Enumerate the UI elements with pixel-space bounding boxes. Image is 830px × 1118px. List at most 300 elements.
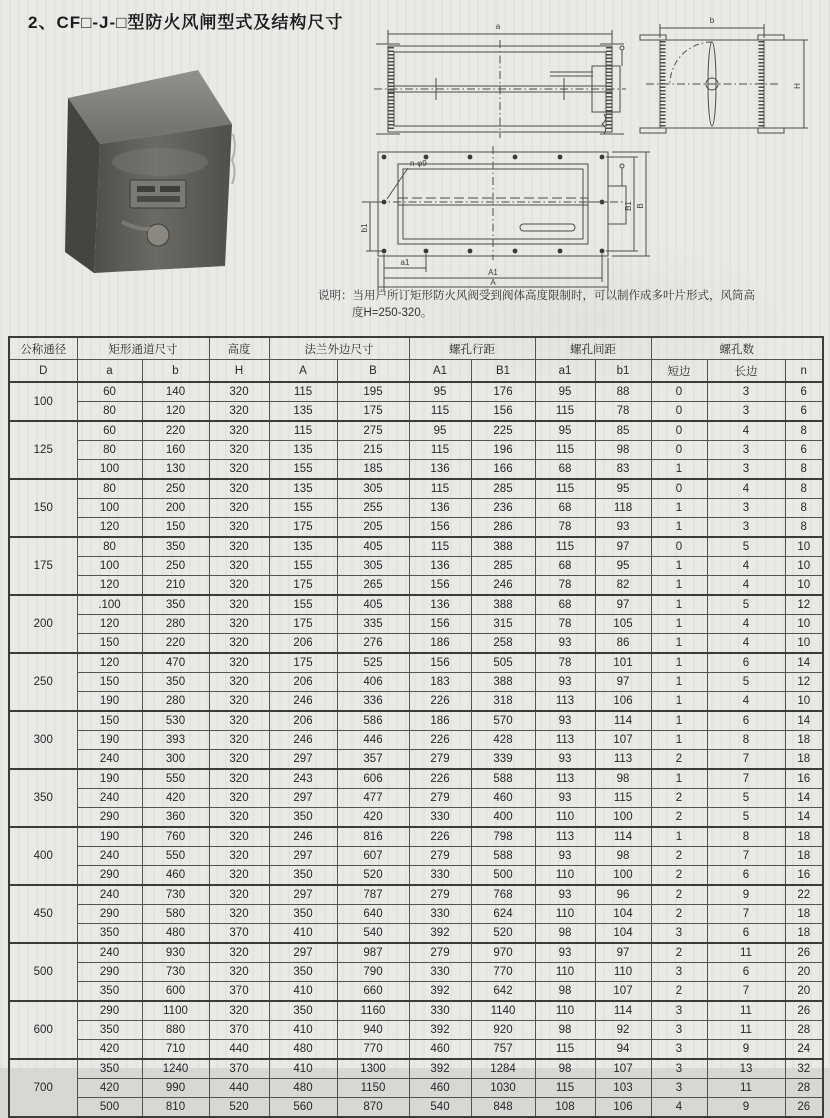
table-cell: 279 xyxy=(409,943,471,963)
fusible-link xyxy=(602,114,606,134)
table-cell: 297 xyxy=(269,943,337,963)
table-cell: 210 xyxy=(142,576,209,596)
table-cell: 8 xyxy=(785,460,823,480)
table-cell: 320 xyxy=(209,537,269,557)
table-cell: 320 xyxy=(209,769,269,789)
table-cell: 156 xyxy=(471,402,535,422)
photo-plate-text-block xyxy=(137,196,180,202)
table-row xyxy=(9,1098,823,1118)
table-cell: 6 xyxy=(707,963,785,982)
table-cell: 0 xyxy=(651,441,707,460)
table-cell: 190 xyxy=(77,731,142,750)
table-cell: 206 xyxy=(269,711,337,731)
table-cell: 115 xyxy=(535,1040,595,1060)
table-cell: 4 xyxy=(707,692,785,712)
table-cell: 240 xyxy=(77,750,142,770)
table-cell: 606 xyxy=(337,769,409,789)
table-cell: 5 xyxy=(707,595,785,615)
table-cell: 115 xyxy=(595,789,651,808)
table-cell: 570 xyxy=(471,711,535,731)
dim-label-B1: B1 xyxy=(624,201,633,211)
table-cell: 286 xyxy=(471,518,535,538)
table-cell: 320 xyxy=(209,479,269,499)
table-cell: 6 xyxy=(785,402,823,422)
table-cell: 440 xyxy=(209,1040,269,1060)
table-cell: 600 xyxy=(142,982,209,1002)
table-cell: 78 xyxy=(535,518,595,538)
table-cell: 240 xyxy=(77,885,142,905)
table-cell: 20 xyxy=(785,963,823,982)
table-cell: 250 xyxy=(142,557,209,576)
table-cell: 220 xyxy=(142,421,209,441)
table-cell: 110 xyxy=(535,808,595,828)
table-cell: 392 xyxy=(409,982,471,1002)
column-header: b xyxy=(142,360,209,383)
table-cell: 155 xyxy=(269,499,337,518)
table-cell: 477 xyxy=(337,789,409,808)
column-header: 长边 xyxy=(707,360,785,383)
dim-label-b1: b1 xyxy=(360,223,369,233)
dim-label-a1: a1 xyxy=(400,258,410,267)
table-cell: 550 xyxy=(142,769,209,789)
table-cell: 480 xyxy=(269,1040,337,1060)
table-cell: 970 xyxy=(471,943,535,963)
table-cell: 190 xyxy=(77,769,142,789)
table-cell: 0 xyxy=(651,479,707,499)
table-cell: 940 xyxy=(337,1021,409,1040)
table-cell: 14 xyxy=(785,808,823,828)
dim-label-H: H xyxy=(793,83,802,89)
table-cell: 350 xyxy=(269,1001,337,1021)
table-cell: 320 xyxy=(209,1001,269,1021)
table-cell: 68 xyxy=(535,460,595,480)
table-cell: 440 xyxy=(209,1079,269,1098)
table-cell: 88 xyxy=(595,382,651,402)
table-cell: 28 xyxy=(785,1021,823,1040)
product-photo xyxy=(52,52,238,280)
table-cell: 586 xyxy=(337,711,409,731)
table-cell: 420 xyxy=(337,808,409,828)
column-header: a xyxy=(77,360,142,383)
table-cell: 78 xyxy=(535,576,595,596)
table-row xyxy=(9,866,823,886)
column-group-header: 螺孔数 xyxy=(651,337,823,360)
column-header: b1 xyxy=(595,360,651,383)
table-cell: 26 xyxy=(785,943,823,963)
table-cell: 1284 xyxy=(471,1059,535,1079)
table-cell: 320 xyxy=(209,499,269,518)
table-cell: 4 xyxy=(707,479,785,499)
table-cell: 115 xyxy=(535,1079,595,1098)
table-cell: 220 xyxy=(142,634,209,654)
table-cell: 26 xyxy=(785,1001,823,1021)
table-cell: 80 xyxy=(77,537,142,557)
table-cell: 246 xyxy=(269,692,337,712)
table-cell: 275 xyxy=(337,421,409,441)
table-cell: 350 xyxy=(269,808,337,828)
table-cell: 1 xyxy=(651,731,707,750)
table-row xyxy=(9,1021,823,1040)
table-cell: 4 xyxy=(707,576,785,596)
table-cell: 370 xyxy=(209,924,269,944)
table-cell: 297 xyxy=(269,750,337,770)
table-cell: 420 xyxy=(142,789,209,808)
column-group-header: 螺孔行距 xyxy=(409,337,535,360)
table-cell: 176 xyxy=(471,382,535,402)
table-cell: 93 xyxy=(535,711,595,731)
table-cell: 115 xyxy=(269,421,337,441)
nominal-diameter-cell: 125 xyxy=(9,421,77,479)
table-cell: 20 xyxy=(785,982,823,1002)
table-row xyxy=(9,750,823,770)
table-cell: 6 xyxy=(707,866,785,886)
nominal-diameter-cell: 300 xyxy=(9,711,77,769)
table-cell: 14 xyxy=(785,653,823,673)
table-cell: 768 xyxy=(471,885,535,905)
table-cell: 135 xyxy=(269,537,337,557)
table-cell: 10 xyxy=(785,634,823,654)
page-title: 2、CF□-J-□型防火风闸型式及结构尺寸 xyxy=(28,13,344,32)
column-group-header: 法兰外边尺寸 xyxy=(269,337,409,360)
table-cell: 215 xyxy=(337,441,409,460)
table-cell: 113 xyxy=(535,731,595,750)
table-cell: 100 xyxy=(595,808,651,828)
nominal-diameter-cell: 500 xyxy=(9,943,77,1001)
note-text xyxy=(318,288,823,323)
table-cell: 12 xyxy=(785,673,823,692)
table-cell: 848 xyxy=(471,1098,535,1118)
table-cell: 392 xyxy=(409,1021,471,1040)
table-cell: 246 xyxy=(269,731,337,750)
table-row xyxy=(9,421,823,441)
table-cell: 420 xyxy=(77,1079,142,1098)
table-cell: 135 xyxy=(269,441,337,460)
table-cell: 26 xyxy=(785,1098,823,1118)
table-cell: 80 xyxy=(77,402,142,422)
table-cell: 115 xyxy=(409,441,471,460)
table-cell: 97 xyxy=(595,943,651,963)
table-row xyxy=(9,382,823,402)
product-photo-image xyxy=(52,52,238,280)
table-row xyxy=(9,595,823,615)
table-row xyxy=(9,1040,823,1060)
table-cell: 392 xyxy=(409,924,471,944)
table-cell: 1240 xyxy=(142,1059,209,1079)
table-cell: 60 xyxy=(77,421,142,441)
table-cell: 320 xyxy=(209,963,269,982)
table-cell: 156 xyxy=(409,653,471,673)
table-cell: 80 xyxy=(77,441,142,460)
table-cell: 1100 xyxy=(142,1001,209,1021)
table-cell: 97 xyxy=(595,537,651,557)
table-cell: 98 xyxy=(595,769,651,789)
table-cell: 350 xyxy=(269,905,337,924)
table-cell: 350 xyxy=(142,673,209,692)
table-cell: 520 xyxy=(209,1098,269,1118)
table-cell: 320 xyxy=(209,615,269,634)
table-cell: 320 xyxy=(209,731,269,750)
table-cell: 428 xyxy=(471,731,535,750)
table-cell: 320 xyxy=(209,382,269,402)
table-cell: 335 xyxy=(337,615,409,634)
table-cell: 410 xyxy=(269,924,337,944)
table-cell: 104 xyxy=(595,924,651,944)
table-cell: 107 xyxy=(595,1059,651,1079)
table-row xyxy=(9,982,823,1002)
table-cell: 320 xyxy=(209,827,269,847)
table-cell: 93 xyxy=(535,634,595,654)
table-row xyxy=(9,769,823,789)
table-cell: 990 xyxy=(142,1079,209,1098)
table-cell: 388 xyxy=(471,673,535,692)
table-cell: 7 xyxy=(707,769,785,789)
table-cell: 5 xyxy=(707,537,785,557)
table-cell: 280 xyxy=(142,692,209,712)
nominal-diameter-cell: 175 xyxy=(9,537,77,595)
table-cell: 480 xyxy=(142,924,209,944)
table-cell: 710 xyxy=(142,1040,209,1060)
table-cell: 320 xyxy=(209,576,269,596)
table-cell: 588 xyxy=(471,769,535,789)
table-cell: 640 xyxy=(337,905,409,924)
table-cell: 810 xyxy=(142,1098,209,1118)
column-header: 短边 xyxy=(651,360,707,383)
table-cell: 110 xyxy=(535,1001,595,1021)
table-cell: 8 xyxy=(707,731,785,750)
table-cell: 816 xyxy=(337,827,409,847)
table-cell: 320 xyxy=(209,557,269,576)
table-cell: 96 xyxy=(595,885,651,905)
table-cell: 400 xyxy=(471,808,535,828)
table-cell: 320 xyxy=(209,866,269,886)
column-group-header: 矩形通道尺寸 xyxy=(77,337,209,360)
side-view-drawing xyxy=(372,14,628,144)
column-header: a1 xyxy=(535,360,595,383)
table-cell: 8 xyxy=(785,479,823,499)
column-group-header: 高度 xyxy=(209,337,269,360)
table-row xyxy=(9,653,823,673)
table-cell: 78 xyxy=(535,615,595,634)
table-cell: 120 xyxy=(77,576,142,596)
table-cell: 106 xyxy=(595,692,651,712)
table-row xyxy=(9,479,823,499)
table-cell: 93 xyxy=(535,847,595,866)
table-row xyxy=(9,731,823,750)
table-cell: 0 xyxy=(651,421,707,441)
table-cell: 8 xyxy=(785,518,823,538)
table-cell: 297 xyxy=(269,885,337,905)
column-header: D xyxy=(9,360,77,383)
table-cell: 460 xyxy=(409,1079,471,1098)
table-cell: 97 xyxy=(595,595,651,615)
table-cell: 93 xyxy=(535,789,595,808)
table-cell: 186 xyxy=(409,711,471,731)
table-cell: 330 xyxy=(409,905,471,924)
table-cell: 113 xyxy=(535,827,595,847)
table-cell: 255 xyxy=(337,499,409,518)
front-view-drawing xyxy=(360,146,660,296)
table-cell: 460 xyxy=(471,789,535,808)
table-cell: 6 xyxy=(707,711,785,731)
table-cell: 95 xyxy=(409,382,471,402)
table-cell: 236 xyxy=(471,499,535,518)
table-cell: 9 xyxy=(707,885,785,905)
table-cell: 987 xyxy=(337,943,409,963)
table-cell: 9 xyxy=(707,1098,785,1118)
table-cell: 32 xyxy=(785,1059,823,1079)
column-header: B1 xyxy=(471,360,535,383)
table-cell: 320 xyxy=(209,692,269,712)
table-cell: 388 xyxy=(471,595,535,615)
table-cell: 14 xyxy=(785,711,823,731)
table-row xyxy=(9,943,823,963)
table-cell: 114 xyxy=(595,827,651,847)
table-cell: 95 xyxy=(535,421,595,441)
table-cell: 190 xyxy=(77,827,142,847)
table-cell: 8 xyxy=(785,499,823,518)
table-cell: 115 xyxy=(409,479,471,499)
table-cell: 24 xyxy=(785,1040,823,1060)
table-cell: 120 xyxy=(77,615,142,634)
table-cell: 2 xyxy=(651,905,707,924)
note-line2: 度H=250-320。 xyxy=(352,307,433,320)
table-cell: 240 xyxy=(77,789,142,808)
table-cell: 1 xyxy=(651,711,707,731)
table-cell: 113 xyxy=(535,692,595,712)
table-cell: 320 xyxy=(209,402,269,422)
table-cell: 1 xyxy=(651,634,707,654)
table-cell: 370 xyxy=(209,982,269,1002)
table-cell: 3 xyxy=(651,924,707,944)
table-cell: 870 xyxy=(337,1098,409,1118)
table-cell: 113 xyxy=(535,769,595,789)
table-cell: 320 xyxy=(209,518,269,538)
table-cell: 1 xyxy=(651,653,707,673)
table-cell: 98 xyxy=(595,441,651,460)
table-cell: 388 xyxy=(471,537,535,557)
table-cell: 10 xyxy=(785,692,823,712)
table-cell: 757 xyxy=(471,1040,535,1060)
table-cell: 135 xyxy=(269,479,337,499)
table-cell: 94 xyxy=(595,1040,651,1060)
nominal-diameter-cell: 200 xyxy=(9,595,77,653)
table-cell: 8 xyxy=(707,827,785,847)
table-cell: 200 xyxy=(142,499,209,518)
table-cell: 93 xyxy=(535,750,595,770)
table-row xyxy=(9,808,823,828)
table-cell: 300 xyxy=(142,750,209,770)
table-row xyxy=(9,441,823,460)
table-cell: 2 xyxy=(651,982,707,1002)
table-cell: 1 xyxy=(651,460,707,480)
table-cell: 880 xyxy=(142,1021,209,1040)
table-cell: 530 xyxy=(142,711,209,731)
table-cell: 92 xyxy=(595,1021,651,1040)
table-cell: 196 xyxy=(471,441,535,460)
table-cell: 279 xyxy=(409,885,471,905)
table-cell: 3 xyxy=(707,441,785,460)
table-cell: 206 xyxy=(269,673,337,692)
table-cell: 150 xyxy=(77,634,142,654)
table-cell: 156 xyxy=(409,615,471,634)
table-cell: 78 xyxy=(595,402,651,422)
table-row xyxy=(9,1079,823,1098)
table-cell: 1 xyxy=(651,499,707,518)
table-cell: 2 xyxy=(651,943,707,963)
table-cell: 4 xyxy=(707,634,785,654)
table-cell: 405 xyxy=(337,595,409,615)
table-cell: 320 xyxy=(209,847,269,866)
table-row xyxy=(9,460,823,480)
table-cell: 7 xyxy=(707,905,785,924)
table-cell: 28 xyxy=(785,1079,823,1098)
table-row xyxy=(9,885,823,905)
table-cell: 336 xyxy=(337,692,409,712)
table-cell: 339 xyxy=(471,750,535,770)
table-cell: 114 xyxy=(595,1001,651,1021)
table-cell: 2 xyxy=(651,750,707,770)
table-cell: 320 xyxy=(209,421,269,441)
table-cell: 4 xyxy=(707,557,785,576)
table-cell: 1 xyxy=(651,518,707,538)
table-cell: 115 xyxy=(535,479,595,499)
table-cell: 798 xyxy=(471,827,535,847)
table-cell: 290 xyxy=(77,808,142,828)
table-cell: 135 xyxy=(269,402,337,422)
table-cell: 1030 xyxy=(471,1079,535,1098)
table-cell: 290 xyxy=(77,905,142,924)
note-label: 说明： xyxy=(318,290,353,302)
table-cell: 107 xyxy=(595,731,651,750)
table-row xyxy=(9,789,823,808)
table-cell: 95 xyxy=(595,479,651,499)
table-cell: 1 xyxy=(651,827,707,847)
table-cell: 160 xyxy=(142,441,209,460)
table-cell: 420 xyxy=(77,1040,142,1060)
table-cell: 100 xyxy=(77,499,142,518)
photo-plate-text-block xyxy=(137,186,155,192)
table-cell: 1140 xyxy=(471,1001,535,1021)
table-cell: 11 xyxy=(707,943,785,963)
table-row xyxy=(9,499,823,518)
table-cell: 98 xyxy=(535,1059,595,1079)
table-cell: 1 xyxy=(651,692,707,712)
table-cell: 320 xyxy=(209,634,269,654)
table-cell: 930 xyxy=(142,943,209,963)
table-cell: 350 xyxy=(269,866,337,886)
table-cell: 320 xyxy=(209,885,269,905)
table-cell: 588 xyxy=(471,847,535,866)
table-cell: 360 xyxy=(142,808,209,828)
table-cell: 10 xyxy=(785,537,823,557)
table-cell: 11 xyxy=(707,1079,785,1098)
table-cell: 7 xyxy=(707,982,785,1002)
table-cell: 120 xyxy=(142,402,209,422)
table-row xyxy=(9,576,823,596)
table-cell: 642 xyxy=(471,982,535,1002)
table-cell: 320 xyxy=(209,943,269,963)
table-cell: 100 xyxy=(595,866,651,886)
table-cell: 95 xyxy=(595,557,651,576)
table-cell: 525 xyxy=(337,653,409,673)
table-cell: 98 xyxy=(595,847,651,866)
table-cell: 16 xyxy=(785,769,823,789)
dim-label-b: b xyxy=(709,16,715,25)
table-cell: 370 xyxy=(209,1059,269,1079)
table-cell: 104 xyxy=(595,905,651,924)
table-cell: 246 xyxy=(269,827,337,847)
table-cell: 101 xyxy=(595,653,651,673)
